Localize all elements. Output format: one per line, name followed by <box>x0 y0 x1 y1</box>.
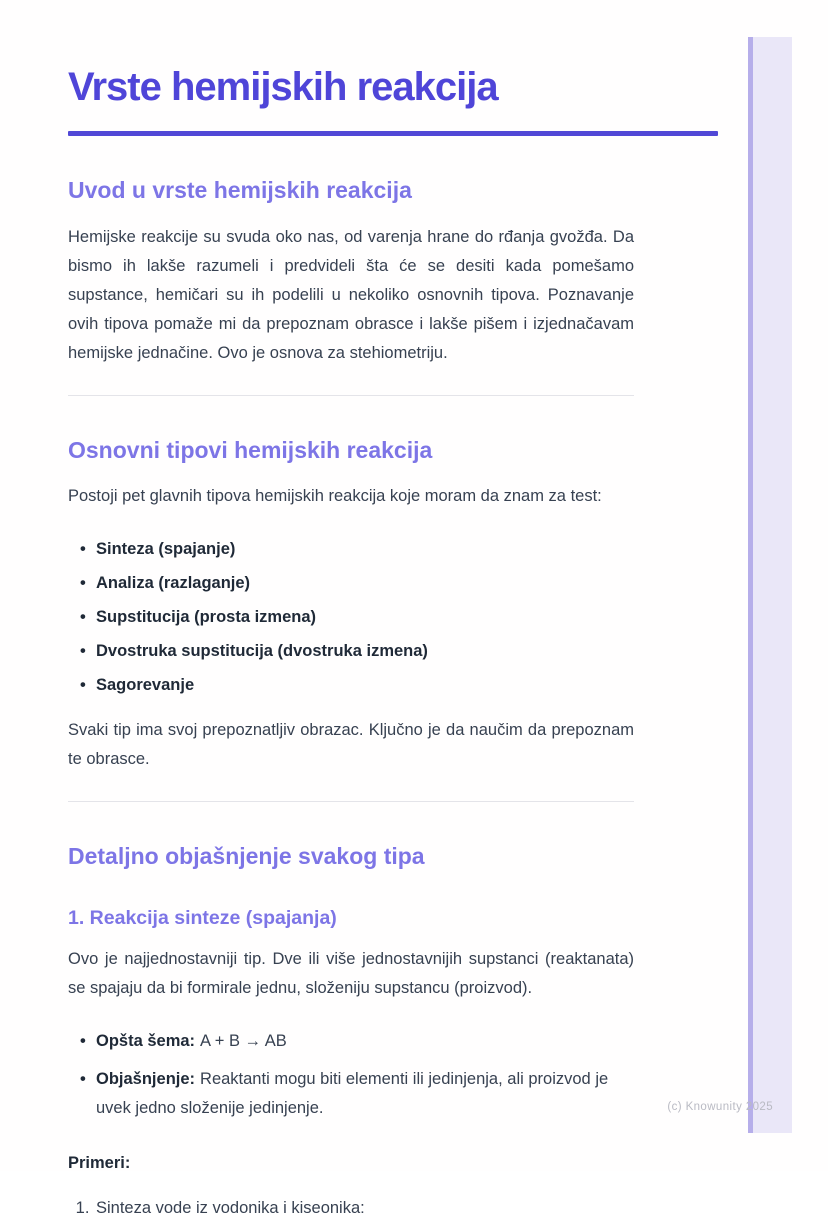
section-heading-types: Osnovni tipovi hemijskih reakcija <box>68 436 433 463</box>
list-item: • Sagorevanje <box>80 671 622 700</box>
list-item: • Analiza (razlaganje) <box>80 569 622 598</box>
section-heading-intro: Uvod u vrste hemijskih reakcija <box>68 177 412 204</box>
explanation-value: Reaktanti mogu biti elementi ili jedinjenja, ali proizvod je uvek jedno složenije jedinjenje. <box>96 1069 609 1117</box>
section-divider <box>68 801 634 802</box>
copyright-watermark: (c) Knowunity 2025 <box>667 1101 773 1113</box>
reaction-types-list <box>68 535 622 700</box>
explanation-item <box>80 1065 622 1123</box>
types-note: Svaki tip ima svoj prepoznatljiv obrazac. Ključno je da naučim da prepoznam te obrasce. <box>68 721 634 769</box>
document-content <box>68 0 718 1223</box>
examples-list <box>68 1194 608 1223</box>
document-title: Vrste hemijskih reakcija <box>68 65 498 109</box>
synthesis-properties-list <box>68 1027 622 1123</box>
scheme-label: Opšta šema: <box>96 1031 196 1050</box>
title-rule <box>68 131 718 136</box>
synthesis-paragraph: Ovo je najjednostavniji tip. Dve ili više jednostavnijih supstanci (reaktanata) se spajaju da bi formirale jednu, složeniju supstancu (proizvod). <box>68 949 634 997</box>
examples-label: Primeri: <box>68 1153 131 1172</box>
intro-paragraph: Hemijske reakcije su svuda oko nas, od varenja hrane do rđanja gvožđa. Da bismo ih lakše razumeli i predvideli šta će se desiti kada pomešamo supstance, hemičari su ih podelili u nekoliko osnovnih tipova. Poznavanje ovih tipova pomaže mi da prepoznam obrasce i lakše pišem i izjednačavam hemijske jednačine. Ovo je osnova za stehiometriju. <box>68 227 634 362</box>
section-heading-detail: Detaljno objašnjenje svakog tipa <box>68 843 425 870</box>
list-item: • Dvostruka supstitucija (dvostruka izmena) <box>80 637 622 666</box>
types-lead: Postoji pet glavnih tipova hemijskih reakcija koje moram da znam za test: <box>68 487 602 506</box>
scheme-item <box>80 1027 622 1056</box>
section-divider <box>68 395 634 396</box>
example-item: 1. Sinteza vode iz vodonika i kiseonika: <box>94 1194 608 1223</box>
list-item: • Sinteza (spajanje) <box>80 535 622 564</box>
explanation-label: Objašnjenje: <box>96 1069 196 1088</box>
scheme-value: A + B → AB <box>200 1031 287 1050</box>
list-item: • Supstitucija (prosta izmena) <box>80 603 622 632</box>
subsection-heading-synthesis: 1. Reakcija sinteze (spajanja) <box>68 906 337 929</box>
page-edge-accent <box>748 37 792 1133</box>
